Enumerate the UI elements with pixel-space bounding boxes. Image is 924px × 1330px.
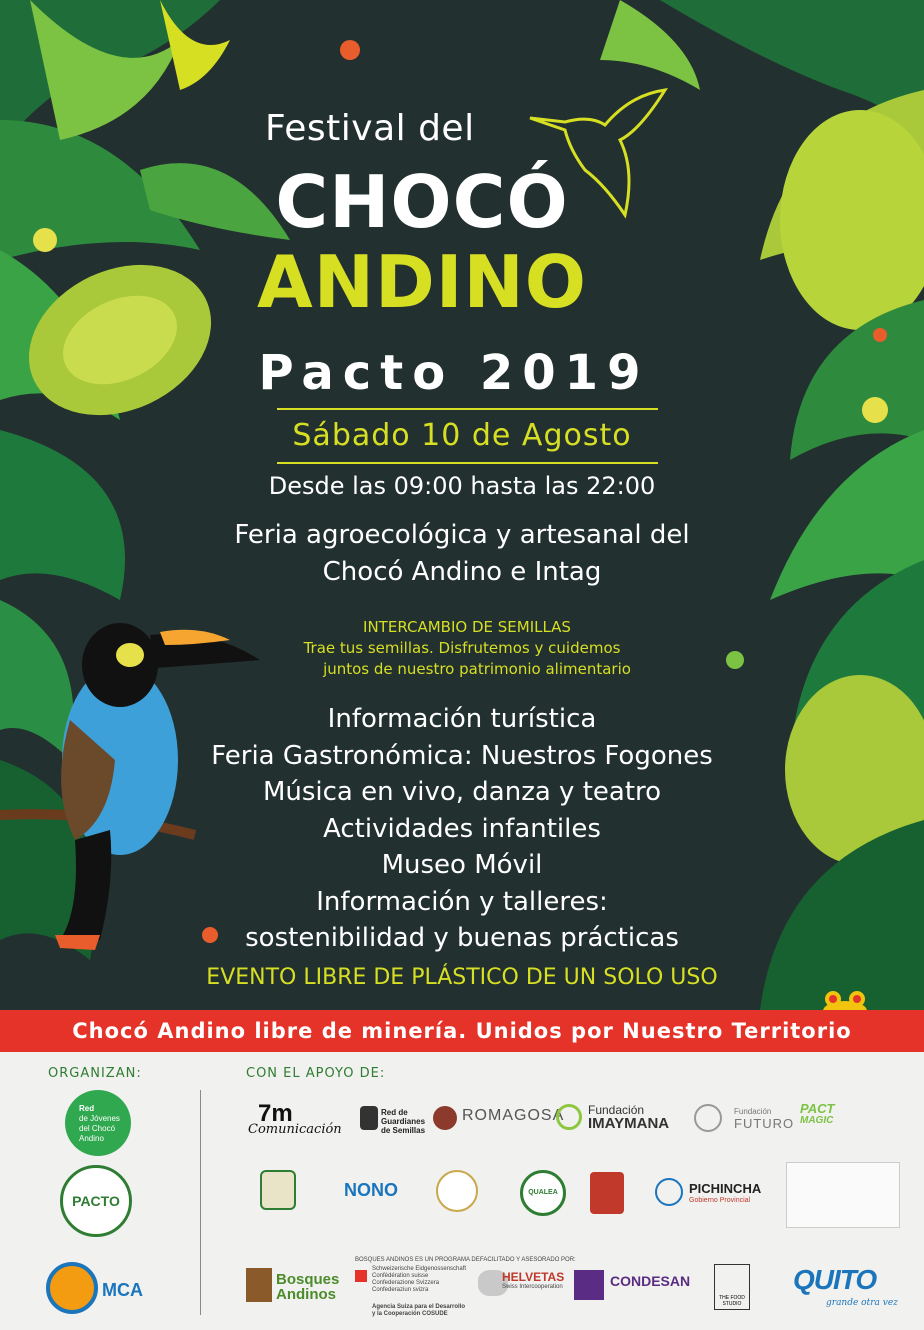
seed-exchange-title: INTERCAMBIO DE SEMILLAS xyxy=(363,618,571,636)
pact-magic-text: MAGIC xyxy=(800,1115,834,1126)
imaymana-text: Fundación xyxy=(588,1103,645,1117)
futuro-text: FUTURO xyxy=(734,1116,795,1131)
seed-exchange-line: juntos de nuestro patrimonio alimentario xyxy=(323,660,631,678)
facilitado-label: FACILITADO Y ASESORADO POR: xyxy=(480,1257,576,1263)
activity-item: Información y talleres: xyxy=(316,886,608,917)
condesan-logo: CONDESAN xyxy=(610,1273,691,1289)
imaymana-text: IMAYMANA xyxy=(588,1115,670,1132)
swiss-confederation-text xyxy=(372,1266,466,1294)
mca-logo-text: MCA xyxy=(102,1280,143,1300)
food-studio-text: STUDIO xyxy=(722,1301,742,1307)
seed-exchange xyxy=(0,617,924,680)
guardianes-text: de Semillas xyxy=(381,1126,426,1135)
municipal-crest-icon xyxy=(590,1172,624,1214)
guardianes-text: Red de xyxy=(381,1108,408,1117)
swiss-line: Confederaziun svizra xyxy=(372,1287,429,1293)
red-jovenes-text: Red xyxy=(79,1104,95,1113)
organizers-label: ORGANIZAN: xyxy=(48,1066,142,1081)
seed-exchange-line: Trae tus semillas. Disfrutemos y cuidemos xyxy=(303,639,621,657)
comunicacion-mark: 7m xyxy=(258,1100,293,1127)
salbeali-crest-icon xyxy=(260,1170,296,1210)
futuro-text: Fundación xyxy=(734,1107,772,1116)
red-jovenes-logo xyxy=(65,1090,131,1156)
activity-item: Museo Móvil xyxy=(381,850,543,880)
hand-icon xyxy=(360,1106,378,1130)
helvetas-text: Swiss Intercooperation xyxy=(502,1284,563,1290)
pact-magic-text: PACT xyxy=(800,1101,835,1116)
pichincha-icon xyxy=(655,1178,683,1206)
pacto-seal-logo: PACTO xyxy=(60,1165,132,1237)
red-jovenes-text: del Chocó xyxy=(79,1124,116,1133)
title-choco: CHOCÓ xyxy=(275,160,569,244)
feria-description xyxy=(0,517,924,591)
mca-sun-icon xyxy=(46,1262,98,1314)
title-andino: ANDINO xyxy=(257,240,587,324)
imaymana-logo xyxy=(588,1103,669,1131)
activity-item: Música en vivo, danza y teatro xyxy=(262,777,662,807)
swiss-line: Confédération suisse xyxy=(372,1273,429,1279)
swiss-line: Confederazione Svizzera xyxy=(372,1280,440,1286)
pact-magic-logo xyxy=(800,1103,834,1127)
bosques-text: Bosques xyxy=(276,1271,340,1288)
activity-item: sostenibilidad y buenas prácticas xyxy=(245,923,679,953)
helvetas-text: HELVETAS xyxy=(502,1270,565,1284)
swiss-flag-icon xyxy=(355,1270,367,1282)
festival-del-heading: Festival del xyxy=(265,108,475,149)
pichincha-text: PICHINCHA xyxy=(689,1181,762,1196)
romagosa-logo: ROMAGOSA xyxy=(462,1107,565,1124)
nono-logo: NONO xyxy=(344,1180,398,1200)
bosques-program-label: BOSQUES ANDINOS ES UN PROGRAMA DE: xyxy=(355,1257,482,1263)
activity-item: Feria Gastronómica: Nuestros Fogones xyxy=(211,740,713,771)
footer-divider xyxy=(200,1090,201,1315)
plastic-free-notice: EVENTO LIBRE DE PLÁSTICO DE UN SOLO USO xyxy=(206,965,718,990)
place-year: Pacto 2019 xyxy=(258,345,650,401)
bosques-icon xyxy=(246,1268,272,1302)
futuro-icon xyxy=(694,1104,722,1132)
event-hours: Desde las 09:00 hasta las 22:00 xyxy=(268,472,656,500)
activities-list xyxy=(0,701,924,957)
bosques-text: Andinos xyxy=(276,1286,336,1303)
food-studio-logo xyxy=(714,1264,750,1310)
cosude-text xyxy=(372,1304,465,1318)
food-studio-text: THE FOOD xyxy=(719,1295,745,1301)
red-jovenes-text: Andino xyxy=(79,1134,104,1143)
condesan-icon xyxy=(574,1270,604,1300)
mining-free-banner: Chocó Andino libre de minería. Unidos por Nuestro Territorio xyxy=(0,1010,924,1052)
bosques-logo xyxy=(276,1272,339,1302)
comunicacion-logo: Comunicación xyxy=(248,1122,342,1137)
parish-seal-icon xyxy=(436,1170,478,1212)
cosude-line: Agencia Suiza para el Desarrollo xyxy=(372,1304,466,1310)
cosude-line: y la Cooperación COSUDE xyxy=(372,1311,448,1317)
pichincha-text: Gobierno Provincial xyxy=(689,1197,751,1204)
divider-bottom xyxy=(277,462,658,464)
quito-slogan: grande otra vez xyxy=(826,1298,898,1308)
futuro-logo xyxy=(734,1106,794,1130)
qualea-logo: QUALEA xyxy=(520,1170,566,1216)
feria-line: Feria agroecológica y artesanal del xyxy=(234,520,690,550)
pichincha-logo xyxy=(689,1183,761,1207)
feria-line: Chocó Andino e Intag xyxy=(322,557,602,587)
helvetas-logo xyxy=(502,1272,564,1292)
red-jovenes-text: de Jóvenes xyxy=(79,1114,120,1123)
event-date: Sábado 10 de Agosto xyxy=(292,418,632,453)
support-label: CON EL APOYO DE: xyxy=(246,1066,386,1081)
guardianes-text: Guardianes xyxy=(381,1117,426,1126)
imaymana-icon xyxy=(556,1104,582,1130)
divider-top xyxy=(277,408,658,410)
quito-logo: QUITO xyxy=(793,1264,877,1295)
romagosa-icon xyxy=(433,1106,457,1130)
guardianes-logo xyxy=(381,1108,425,1135)
activity-item: Información turística xyxy=(327,704,597,734)
ministry-badge xyxy=(786,1162,900,1228)
swiss-line: Schweizerische Eidgenossenschaft xyxy=(372,1266,467,1272)
activity-item: Actividades infantiles xyxy=(323,813,601,844)
